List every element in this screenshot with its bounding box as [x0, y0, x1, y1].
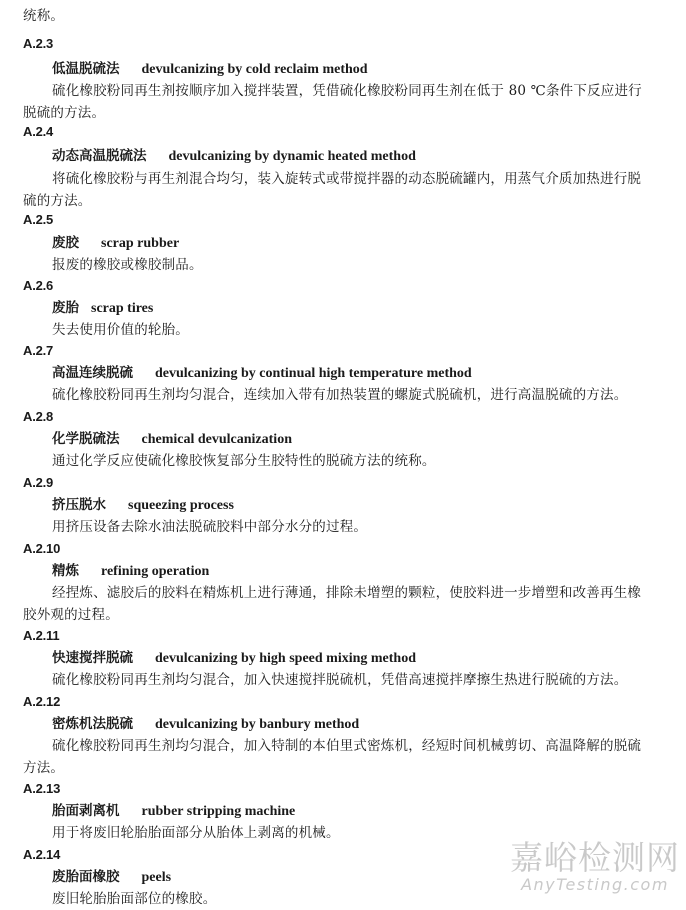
term-en: refining operation: [101, 564, 210, 579]
term-en: scrap tires: [91, 301, 154, 316]
term-heading: [52, 430, 292, 449]
clause-number: A.2.3: [23, 36, 54, 51]
definition-line: 硫的方法。: [23, 193, 92, 209]
definition-line: 脱硫的方法。: [23, 105, 106, 121]
clause-number: A.2.7: [23, 343, 54, 358]
term-zh: 低温脱硫法: [52, 61, 120, 77]
clause-number: A.2.9: [23, 475, 54, 490]
term-zh: 废胎: [52, 300, 79, 316]
definition-line: 硫化橡胶粉同再生剂均匀混合，加入特制的本伯里式密炼机，经短时间机械剪切、高温降解的脱硫: [52, 738, 642, 754]
watermark-english: AnyTesting.com: [521, 875, 669, 894]
term-zh: 高温连续脱硫: [52, 365, 133, 381]
term-en: chemical devulcanization: [141, 432, 292, 447]
term-heading: [52, 715, 359, 734]
definition-line: 胶外观的过程。: [23, 607, 119, 623]
term-heading: [52, 562, 209, 581]
term-en: devulcanizing by continual high temperature method: [155, 366, 472, 381]
definition-line: 废旧轮胎胎面部位的橡胶。: [52, 891, 217, 907]
term-heading: [52, 234, 179, 253]
term-heading: [52, 364, 472, 383]
definition-line: 经捏炼、滤胶后的胶料在精炼机上进行薄通，排除未增塑的颗粒，使胶料进一步增塑和改善再生橡: [52, 585, 642, 601]
term-en: devulcanizing by cold reclaim method: [141, 62, 368, 77]
definition-line: 用挤压设备去除水油法脱硫胶料中部分水分的过程。: [52, 519, 368, 535]
lead-text: 统称。: [23, 8, 65, 24]
term-heading: [52, 802, 295, 821]
definition-line: 硫化橡胶粉同再生剂按顺序加入搅拌装置，凭借硫化橡胶粉同再生剂在低于 80 ℃条件下反应进行: [52, 83, 642, 99]
definition-line: 失去使用价值的轮胎。: [52, 322, 189, 338]
term-zh: 挤压脱水: [52, 497, 106, 513]
clause-number: A.2.13: [23, 781, 61, 796]
definition-line: 通过化学反应使硫化橡胶恢复部分生胶特性的脱硫方法的统称。: [52, 453, 436, 469]
term-zh: 胎面剥离机: [52, 803, 120, 819]
definition-line: 用于将废旧轮胎胎面部分从胎体上剥离的机械。: [52, 825, 340, 841]
term-heading: [52, 496, 234, 515]
clause-number: A.2.4: [23, 124, 54, 139]
term-zh: 化学脱硫法: [52, 431, 120, 447]
term-en: devulcanizing by dynamic heated method: [168, 149, 416, 164]
definition-line: 将硫化橡胶粉与再生剂混合均匀，装入旋转式或带搅拌器的动态脱硫罐内，用蒸气介质加热进行脱: [52, 171, 642, 187]
term-heading: [52, 60, 368, 79]
term-en: squeezing process: [128, 498, 234, 513]
term-zh: 废胎面橡胶: [52, 869, 120, 885]
definition-line: 硫化橡胶粉同再生剂均匀混合，加入快速搅拌脱硫机，凭借高速搅拌摩擦生热进行脱硫的方法。: [52, 672, 628, 688]
clause-number: A.2.14: [23, 847, 61, 862]
clause-number: A.2.12: [23, 694, 61, 709]
term-en: rubber stripping machine: [141, 804, 296, 819]
watermark-chinese: 嘉峪检测网: [510, 838, 680, 877]
term-en: scrap rubber: [101, 236, 180, 251]
clause-number: A.2.6: [23, 278, 54, 293]
term-en: devulcanizing by banbury method: [155, 717, 360, 732]
term-en: peels: [141, 870, 172, 885]
term-zh: 精炼: [52, 563, 79, 579]
definition-line: 硫化橡胶粉同再生剂均匀混合，连续加入带有加热装置的螺旋式脱硫机，进行高温脱硫的方法。: [52, 387, 628, 403]
definition-line: 报废的橡胶或橡胶制品。: [52, 257, 203, 273]
definition-line: 方法。: [23, 760, 65, 776]
clause-number: A.2.5: [23, 212, 54, 227]
term-zh: 废胶: [52, 235, 79, 251]
term-heading: [52, 868, 171, 887]
term-en: devulcanizing by high speed mixing method: [155, 651, 416, 666]
clause-number: A.2.8: [23, 409, 54, 424]
clause-number: A.2.11: [23, 628, 60, 643]
term-heading: [52, 147, 416, 166]
clause-number: A.2.10: [23, 541, 61, 556]
term-zh: 快速搅拌脱硫: [52, 650, 133, 666]
term-heading: [52, 649, 416, 668]
term-heading: [52, 299, 153, 318]
term-zh: 动态高温脱硫法: [52, 148, 147, 164]
watermark: [510, 840, 680, 894]
term-zh: 密炼机法脱硫: [52, 716, 133, 732]
